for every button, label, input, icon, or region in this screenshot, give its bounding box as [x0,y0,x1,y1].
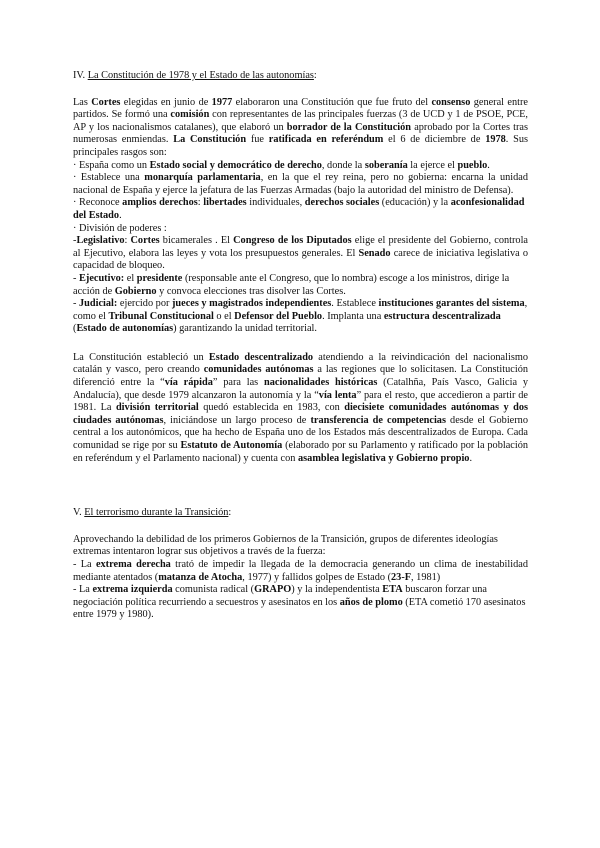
bold-text-run: 1978 [485,134,506,146]
text-run: (ETA cometió 170 asesinatos entre 1979 y 1980). [73,596,526,621]
text-run: trató de impedir la llegada de la democracia generando un clima de inestabilidad mediante atentados ( [73,559,528,583]
section-5-number: V. [73,507,85,519]
text-run: . Implanta una [322,310,384,322]
bold-text-run: ETA [382,584,403,596]
bold-text-run: Defensor del Pueblo [234,310,323,322]
text-run: general entre partidos. Se formó una [73,96,528,121]
spacer [73,465,528,507]
text-run: ” para las [212,377,264,389]
text-run: , 1977) y fallidos golpes de Estado ( [242,571,392,583]
text-run: aprobado por la Cortes tras numerosas enmiendas. [73,121,528,146]
bold-text-run: comunidades autónomas [203,364,314,376]
text-run: , 1981) [411,571,441,583]
bold-text-run: soberanía [364,159,408,171]
power-judicial [73,298,528,336]
text-run: atendiendo a la reivindicación del nacionalismo catalán y vasco, pero creando [73,351,528,376]
text-run: . Establece [331,298,379,310]
bold-text-run: extrema izquierda [92,584,173,596]
bold-text-run: extrema derecha [95,559,171,570]
text-run: ) y la independentista [291,584,383,596]
text-run: quedó establecida en 1983, con [198,402,345,414]
far-right-item [73,559,528,584]
power-legislative [73,235,528,273]
bold-text-run: instituciones garantes del sistema [378,298,525,310]
bold-text-run: presidente [136,272,183,284]
bold-text-run: vía rápida [164,377,213,389]
bold-text-run: nacionalidades históricas [264,377,378,389]
text-run: La Constitución estableció un [73,351,209,363]
bold-text-run: comisión [170,109,210,121]
section-5-title: El terrorismo durante la Transición [84,507,229,519]
bold-text-run: años de plomo [339,596,403,608]
text-run: elaboraron una Constitución que fue fruto del [232,96,432,108]
bold-text-run: estructura descentralizada [383,310,501,322]
bold-text-run: libertades [203,197,247,209]
bold-text-run: ratificada en referéndum [268,134,384,146]
bold-text-run: Estado descentralizado [208,351,314,363]
bold-text-run: monarquía parlamentaria [144,172,261,184]
text-run: (responsable ante el Congreso, que lo nombra) escoge a los ministros, dirige la acción de [73,272,510,297]
bold-text-run: Congreso de los Diputados [233,235,352,247]
section-4-title: La Constitución de 1978 y el Estado de las autonomías [87,70,314,81]
bold-text-run: consenso [431,96,471,108]
bold-text-run: 1977 [211,96,233,108]
text-run: · España como un [73,159,150,171]
bold-text-run: GRAPO [254,584,292,596]
text-run: , donde la [321,159,365,171]
bold-text-run: Judicial: [79,298,118,310]
text-run: : [197,197,204,209]
spacer [73,520,528,534]
text-run: el 6 de diciembre de [383,134,486,146]
section-4-heading [73,70,528,83]
text-run: - [73,272,80,284]
bold-text-run: Legislativo [76,235,125,247]
text-run: , iniciándose un largo proceso de [163,414,311,426]
text-run: y convoca elecciones tras disolver las Cortes. [156,285,346,297]
text-run: con representantes de las principales fuerzas (3 de UCD y 1 de PSOE, PCE, AP y los nacionalismos catalanes), que elaboró un [73,109,529,133]
bold-text-run: Estado social y democrático de derecho [149,159,322,171]
bold-text-run: derechos sociales [304,197,380,209]
bold-text-run: amplios derechos [122,197,198,209]
text-run: (elaborado por su Parlamento y ratificado por la población en referéndum y el Parlamento nacional) y cuenta con [73,440,529,464]
text-run: ” para el resto, que accedieron a partir de 1981. La [73,389,528,414]
feature-social-state [73,160,528,173]
text-run: comunista radical ( [172,584,255,596]
bold-text-run: Senado [358,247,391,259]
text-run: ejercido por [117,298,172,310]
spacer [73,83,528,97]
bold-text-run: vía lenta [318,389,357,401]
text-run: . [487,159,490,171]
bold-text-run: 23-F [391,571,412,583]
text-run: , como el [73,298,528,322]
section-4-colon: : [313,70,317,81]
constitution-intro-paragraph [73,97,528,160]
text-run: buscaron forzar una negociación política recurriendo a secuestros y asesinatos en los [73,584,487,608]
text-run: ) garantizando la unidad territorial. [173,323,317,335]
feature-monarchy [73,172,528,197]
text-run: fue [246,134,269,146]
text-run: · Establece una [73,172,145,184]
text-run: el [124,272,137,284]
text-run: (Catalhña, País Vasco, Galicia y Andalucía), que desde 1979 alcanzaron la autonomía y la “ [73,377,528,401]
text-run: ( [73,323,77,335]
bold-text-run: diecisiete comunidades autónomas y dos ciudades autónomas [73,402,528,426]
bold-text-run: Cortes [91,96,121,108]
autonomies-paragraph [73,352,528,465]
section-5-colon: : [228,507,232,519]
text-run: - La [73,559,96,570]
far-left-item [73,584,528,622]
bold-text-run: pueblo [457,159,488,171]
bold-text-run: Cortes [130,235,160,247]
text-run: a las regiones que lo solicitasen. La Constitución diferenció entre la “ [73,364,528,389]
bold-text-run: transferencia de competencias [310,414,446,426]
text-run: (educación) y la [379,197,451,209]
power-executive [73,273,528,298]
text-run: la ejerce el [407,159,458,171]
bold-text-run: borrador de la Constitución [286,121,412,133]
section-4-number: IV. [73,70,88,81]
text-run: Aprovechando la debilidad de los primeros Gobiernos de la Transición, grupos de diferentes ideologías extremas intentaron lograr sus objetivos a través de la fuerza: [73,533,498,558]
text-run: - [73,235,77,247]
bold-text-run: La Constitución [173,134,247,146]
bold-text-run: asamblea legislativa y Gobierno propio [298,452,470,464]
text-run: elige el presidente del Gobierno, controla al Ejecutivo, elabora las leyes y vota los presupuestos generales. El [73,235,528,259]
bold-text-run: Estatuto de Autonomía [180,440,283,452]
text-run: · División de poderes : [73,222,167,234]
spacer [73,336,528,352]
text-run: . Sus principales rasgos son: [73,134,529,158]
text-run: - [73,298,80,310]
text-run: Las [73,96,92,108]
text-run: o el [213,310,235,322]
bold-text-run: aconfesionalidad del Estado [73,197,525,221]
bold-text-run: división territorial [115,402,199,414]
text-run: , en la que el rey reina, pero no gobierna: encarna la unidad nacional de España y ejerce la jefatura de las Fuerzas Armadas (bajo la autoridad del ministro de Defensa). [73,172,529,196]
bold-text-run: Estado de autonomías [76,323,174,335]
text-run: carece de iniciativa legislativa o capacidad de bloqueo. [73,247,528,272]
text-run: individuales, [246,197,305,209]
text-run: : [124,235,131,247]
section-5-heading [73,507,528,520]
bold-text-run: jueces y magistrados independientes [171,298,332,310]
text-run: desde el Gobierno central a los autonómicos, que ha hecho de España uno de los Estados más descentralizados de Europa. Cada comunidad se rige por su [73,414,528,452]
text-run: . [469,452,473,464]
feature-rights [73,197,528,222]
feature-separation-of-powers [73,223,528,236]
bold-text-run: Gobierno [114,285,157,297]
bold-text-run: Ejecutivo: [79,272,125,284]
text-run: · Reconoce [73,197,123,209]
terrorism-intro-paragraph [73,534,528,559]
text-run: bicamerales . El [159,235,234,247]
bold-text-run: matanza de Atocha [158,571,243,583]
text-run: - La [73,584,93,596]
text-run: . [119,209,122,221]
text-run: elegidas en junio de [120,96,212,108]
document-page [73,70,528,622]
bold-text-run: Tribunal Constitucional [108,310,214,322]
